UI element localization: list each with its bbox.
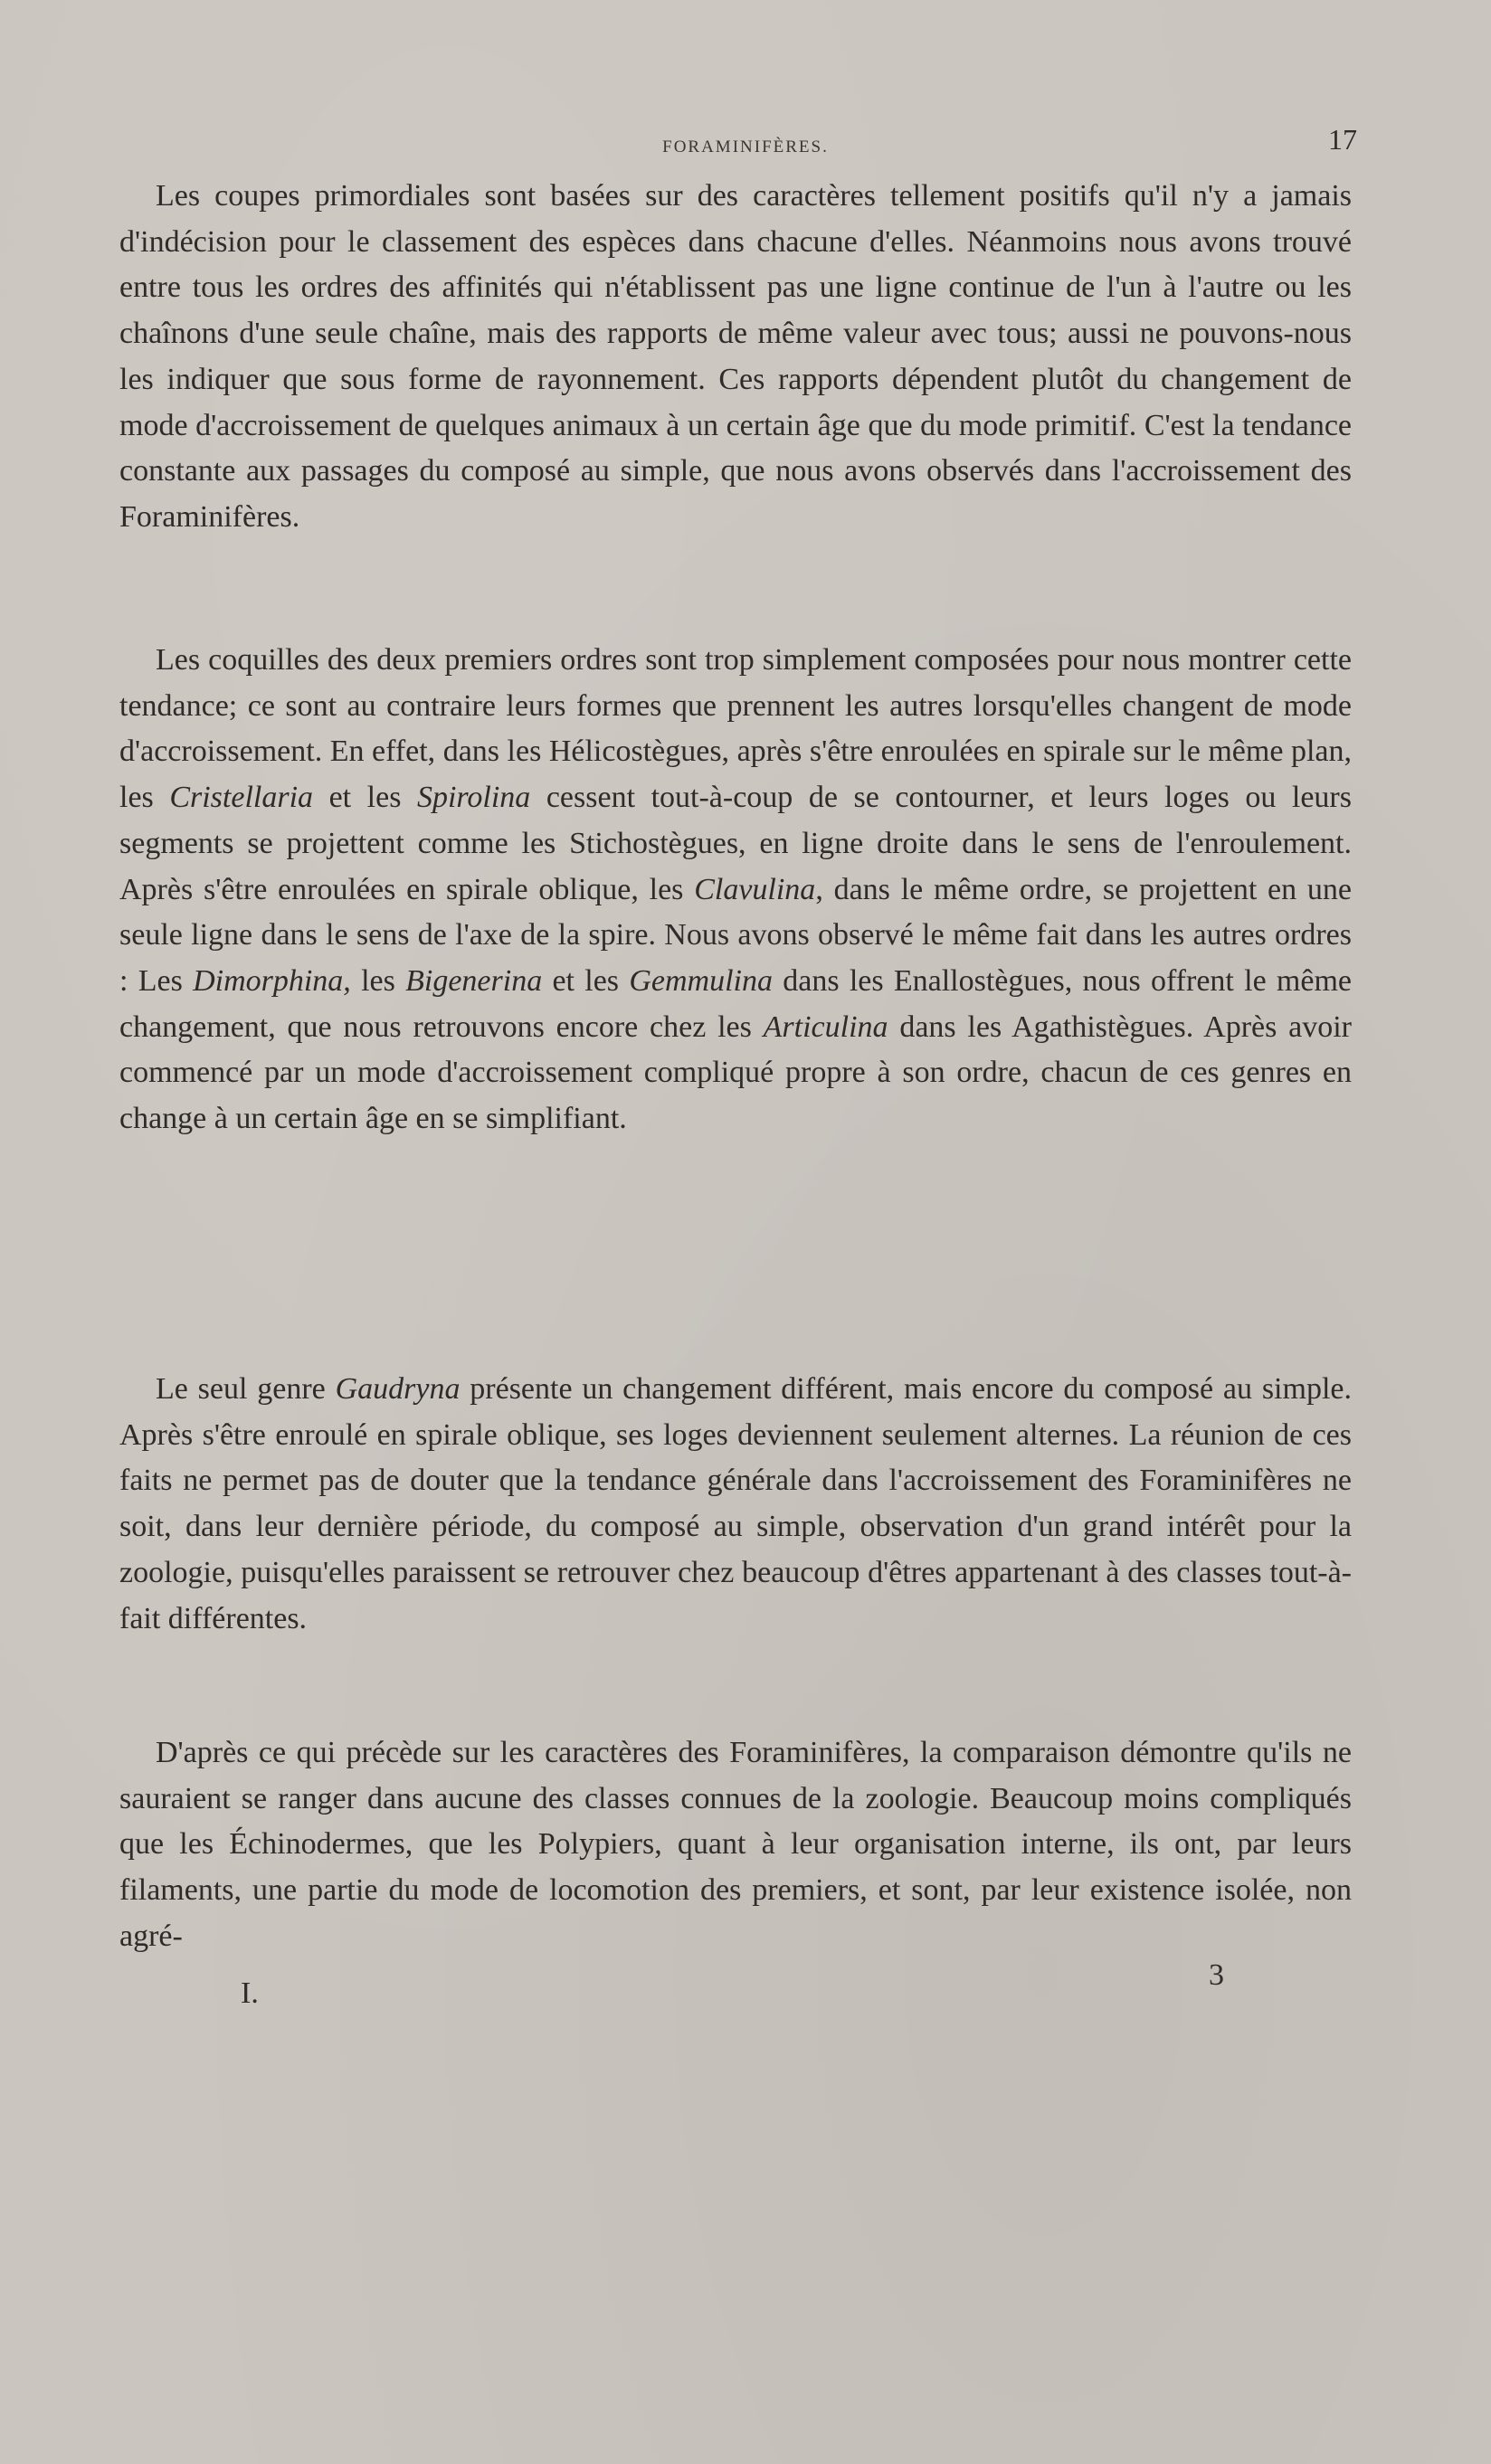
page-number: 17 xyxy=(1328,123,1357,156)
text-run: dans les Agathistègues. Après avoir commencé par un mode d'accroissement compliqué propre à son ordre, chacun de ces genres en change à un certain âge en se simplifiant. xyxy=(119,1009,1352,1136)
genus-name: Spirolina xyxy=(416,781,531,815)
genus-name: Dimorphina, xyxy=(193,963,351,998)
paragraph-1 xyxy=(119,174,1352,541)
text-run: Les coquilles des deux premiers ordres sont trop simplement composées pour nous montrer cette tendance; ce sont au contraire leurs formes que prennent les autres lorsqu'elles changent de mode d'accroissement. En effet, dans les Hélicostègues, après s'être enroulées en spirale sur le même plan, les xyxy=(119,643,1352,815)
text-run: présente un changement différent, mais encore du composé au simple. Après s'être enroulé en spirale oblique, ses loges deviennent seulement alternes. La réunion de ces faits ne permet pas de douter que la tendance générale dans l'accroissement des Foraminifères ne soit, dans leur dernière période, du composé au simple, observation d'un grand intérêt pour la zoologie, puisqu'elles paraissent se retrouver chez beaucoup d'êtres appartenant à des classes tout-à-fait différentes. xyxy=(119,1372,1352,1635)
text-run: et les xyxy=(313,781,417,815)
genus-name: Bigenerina xyxy=(405,963,543,998)
text-run: cessent tout-à-coup de se contourner, et leurs loges ou leurs segments se projettent comme les Stichostègues, en ligne droite dans le sens de l'enroulement. Après s'être enroulées en spirale oblique, les xyxy=(119,781,1352,906)
genus-name: Cristellaria xyxy=(169,781,314,815)
paragraph-2 xyxy=(119,638,1352,1142)
paragraph-3 xyxy=(119,1367,1352,1642)
text-run: Les coupes primordiales sont basées sur des caractères tellement positifs qu'il n'y a jamais d'indécision pour le classement des espèces dans chacune d'elles. Néanmoins nous avons trouvé entre tous les ordres des affinités qui n'établissent pas une ligne continue de l'un à l'autre ou les chaînons d'une seule chaîne, mais des rapports de même valeur avec tous; aussi ne pouvons-nous les indiquer que sous forme de rayonnement. Ces rapports dépendent plutôt du changement de mode d'accroissement de quelques animaux à un certain âge que du mode primitif. C'est la tendance constante aux passages du composé au simple, que nous avons observés dans l'accroissement des Foraminifères. xyxy=(119,179,1352,534)
running-title: FORAMINIFÈRES. xyxy=(662,137,829,156)
text-run: D'après ce qui précède sur les caractères des Foraminifères, la comparaison démontre qu'ils ne sauraient se ranger dans aucune des classes connues de la zoologie. Beaucoup moins compliqués que les Échinodermes, que les Polypiers, quant à leur organisation interne, ils ont, par leurs filaments, une partie du mode de locomotion des premiers, et sont, par leur existence isolée, non agré- xyxy=(119,1736,1352,1953)
text-run: , dans le même ordre, se projettent en une seule ligne dans le sens de l'axe de la spire. Nous avons observé le même fait dans les autres ordres : Les xyxy=(119,872,1352,998)
genus-name: Gemmulina xyxy=(629,963,773,998)
text-run: dans les Enallostègues, nous offrent le même changement, que nous retrouvons encore chez les xyxy=(119,963,1352,1044)
genus-name: Clavulina xyxy=(694,872,816,906)
gathering-number: 3 xyxy=(1209,1958,1224,1992)
text-run: et les xyxy=(542,963,630,998)
text-run: Le seul genre xyxy=(156,1372,336,1406)
paragraph-4 xyxy=(119,1730,1352,1960)
text-run: les xyxy=(350,963,406,998)
genus-name: Articulina xyxy=(763,1009,888,1044)
signature-mark: I. xyxy=(241,1976,259,2010)
genus-name: Gaudryna xyxy=(335,1372,461,1406)
